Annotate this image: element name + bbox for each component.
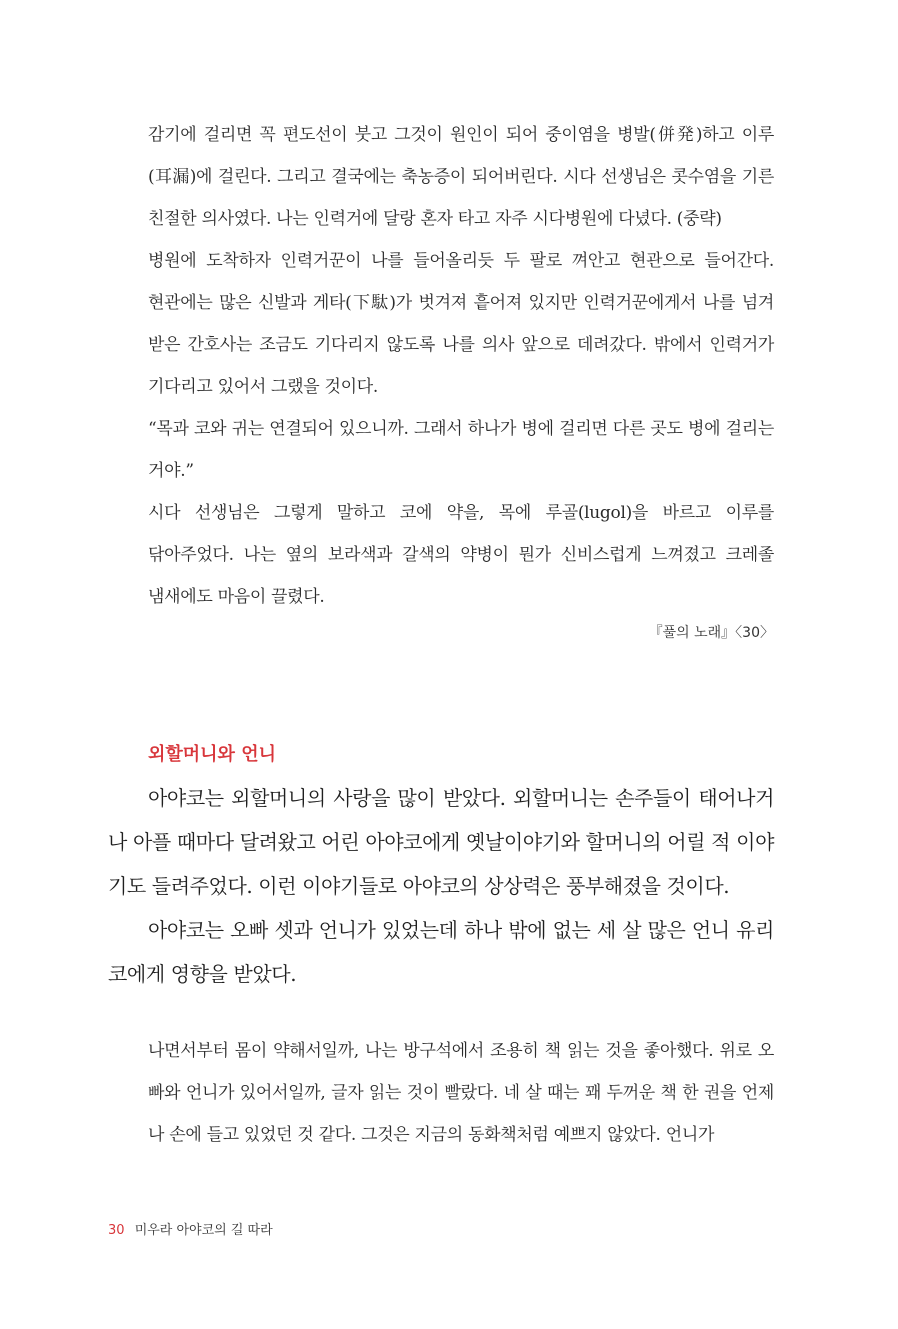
quote-source: 『풀의 노래』〈30〉 [648, 625, 774, 641]
body-paragraph: 아야코는 오빠 셋과 언니가 있었는데 하나 밖에 없는 세 살 많은 언니 유리코에게 영향을 받았다. [108, 918, 774, 986]
quote-paragraph: 감기에 걸리면 꼭 편도선이 붓고 그것이 원인이 되어 중이염을 병발(併発)하고 이루(耳漏)에 걸린다. 그리고 결국에는 축농증이 되어버린다. 시다 선생님은 콧수염을 기른 친절한 의사였다. 나는 인력거에 달랑 혼자 타고 자주 시다병원에 다녔다. (중략) [148, 125, 774, 229]
body-paragraph: 아야코는 외할머니의 사랑을 많이 받았다. 외할머니는 손주들이 태어나거나 아플 때마다 달려왔고 어린 아야코에게 옛날이야기와 할머니의 어릴 적 이야기도 들려주었다. 이런 이야기들로 아야코의 상상력은 풍부해졌을 것이다. [108, 786, 774, 898]
section-body [108, 776, 774, 996]
quote-paragraph: 병원에 도착하자 인력거꾼이 나를 들어올리듯 두 팔로 껴안고 현관으로 들어간다. 현관에는 많은 신발과 게타(下駄)가 벗겨져 흩어져 있지만 인력거꾼에게서 나를 넘겨 받은 간호사는 조금도 기다리지 않도록 나를 의사 앞으로 데려갔다. 밖에서 인력거가 기다리고 있어서 그랬을 것이다. [148, 251, 774, 397]
page-footer [108, 1219, 273, 1238]
page-number: 30 [108, 1223, 125, 1238]
running-title: 미우라 아야코의 길 따라 [134, 1223, 273, 1238]
excerpt-quote-2 [148, 1030, 774, 1156]
section-heading: 외할머니와 언니 [148, 744, 276, 765]
excerpt-quote-1 [148, 114, 774, 618]
quote-paragraph: “목과 코와 귀는 연결되어 있으니까. 그래서 하나가 병에 걸리면 다른 곳도 병에 걸리는 거야.” [148, 419, 774, 481]
quote-paragraph: 시다 선생님은 그렇게 말하고 코에 약을, 목에 루골(lugol)을 바르고 이루를 닦아주었다. 나는 옆의 보라색과 갈색의 약병이 뭔가 신비스럽게 느껴졌고 크레졸 냄새에도 마음이 끌렸다. [148, 503, 774, 607]
quote-paragraph: 나면서부터 몸이 약해서일까, 나는 방구석에서 조용히 책 읽는 것을 좋아했다. 위로 오빠와 언니가 있어서일까, 글자 읽는 것이 빨랐다. 네 살 때는 꽤 두꺼운 책 한 권을 언제나 손에 들고 있었던 것 같다. 그것은 지금의 동화책처럼 예쁘지 않았다. 언니가 [148, 1041, 774, 1145]
